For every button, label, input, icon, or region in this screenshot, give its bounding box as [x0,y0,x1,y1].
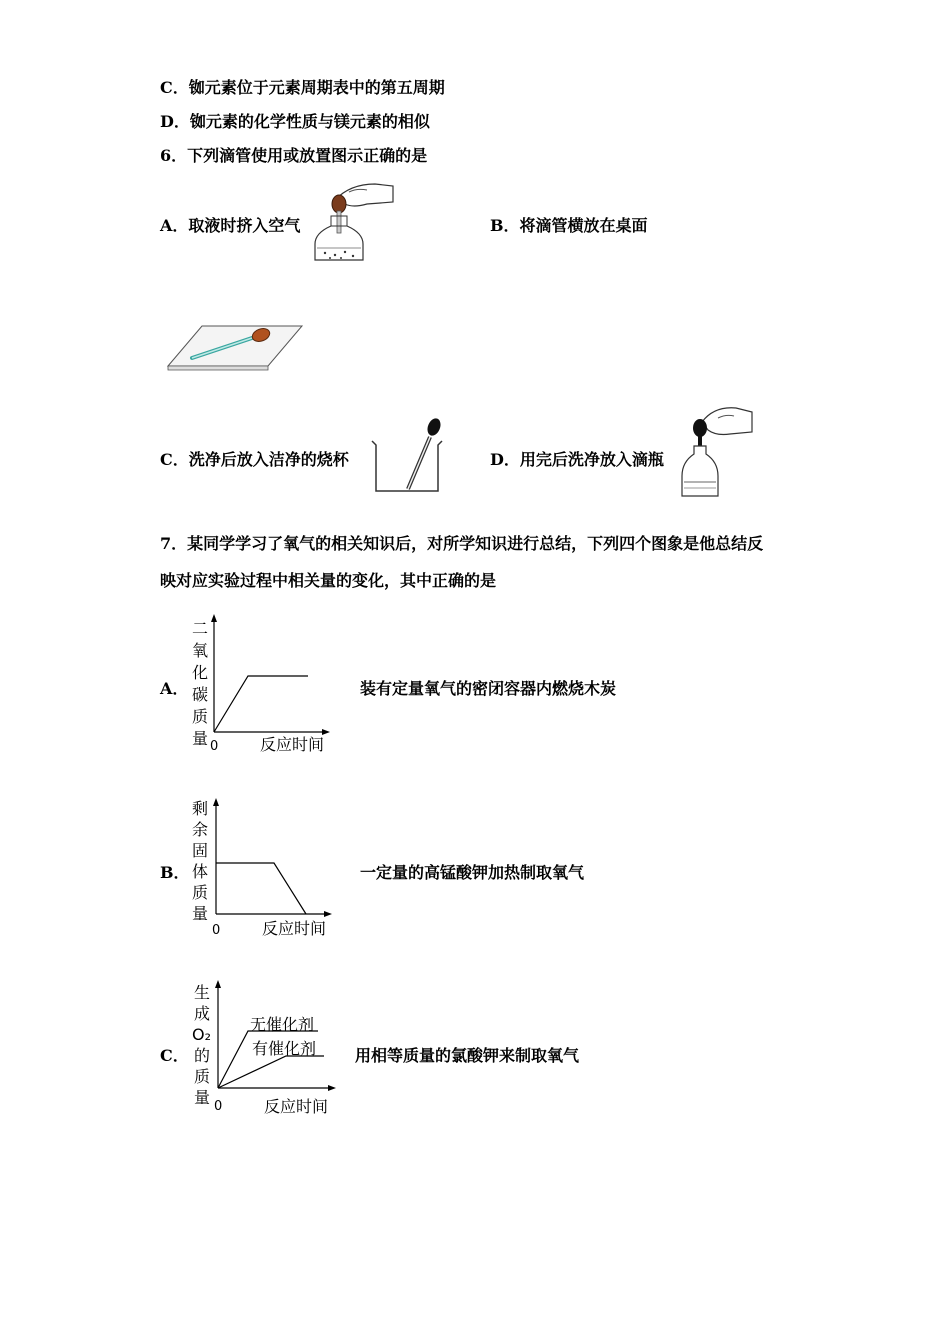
dropper-squeezing-in-bottle-illustration [305,178,395,268]
graph-c-label-with-catalyst: 有催化剂 [252,1039,317,1058]
graph-a-ylabel-3: 化 [192,663,209,682]
graph-c-y-arrow [215,980,221,988]
graph-a-y-arrow [211,614,217,622]
graph-a-co2-mass-vs-time [186,612,336,757]
graph-b-x-arrow [324,911,332,917]
graph-b-ylabel-3: 固 [192,841,209,860]
graph-c-ylabel-2: 成 [194,1004,211,1023]
graph-a-ylabel-6: 量 [192,729,209,748]
graph-c-x-arrow [328,1085,336,1091]
graph-b-xlabel: 反应时间 [262,919,327,938]
q7-option-a-letter: A． [160,679,189,698]
graph-b-y-arrow [213,798,219,806]
dropper-in-beaker-illustration [368,415,448,495]
graph-b-ylabel-4: 体 [192,862,209,881]
graph-a-ylabel-5: 质 [192,707,209,726]
graph-c-ylabel-1: 生 [194,983,211,1002]
graph-a-curve [214,676,308,732]
q7-option-a-desc: 装有定量氧气的密闭容器内燃烧木炭 [360,679,617,698]
graph-c-ylabel-5: 质 [194,1067,211,1086]
graph-c-label-no-catalyst: 无催化剂 [250,1015,315,1034]
q6-stem: 6．下列滴管使用或放置图示正确的是 [160,146,428,165]
graph-c-origin: 0 [214,1099,223,1114]
graph-b-origin: 0 [212,923,221,938]
q6-option-c: C．洗净后放入洁净的烧杯 [160,450,349,469]
dropper-in-dropping-bottle-illustration [674,404,754,500]
q7-stem-line-2: 映对应实验过程中相关量的变化，其中正确的是 [160,571,497,590]
q6-option-b: B．将滴管横放在桌面 [490,216,648,235]
graph-a-xlabel: 反应时间 [260,735,325,754]
graph-b-ylabel-1: 剩 [192,799,209,818]
graph-b-ylabel-5: 质 [192,883,209,902]
graph-a-origin: 0 [210,739,219,754]
q7-option-c-letter: C． [160,1046,189,1065]
graph-c-xlabel: 反应时间 [264,1097,329,1116]
graph-b-remaining-solid-mass-vs-time [186,794,336,940]
q7-stem-line-1: 7．某同学学习了氧气的相关知识后，对所学知识进行总结，下列四个图象是他总结反 [160,534,764,553]
graph-b-curve [216,863,306,914]
q5-option-c: C．铷元素位于元素周期表中的第五周期 [160,78,445,97]
dropper-lying-on-table-illustration [164,320,306,374]
graph-a-ylabel-4: 碳 [192,685,209,704]
graph-c-curve-with-catalyst [218,1056,324,1088]
q6-option-d: D．用完后洗净放入滴瓶 [490,450,664,469]
graph-b-ylabel-2: 余 [192,820,209,839]
graph-c-ylabel-3: O₂ [192,1025,212,1044]
graph-c-o2-mass-vs-time [186,976,341,1122]
q7-option-b-desc: 一定量的高锰酸钾加热制取氧气 [360,863,585,882]
graph-a-x-arrow [322,729,330,735]
graph-c-ylabel-4: 的 [194,1046,211,1065]
graph-a-ylabel-2: 氧 [192,641,209,660]
graph-c-ylabel-6: 量 [194,1088,211,1107]
q7-option-b-letter: B． [160,863,190,882]
graph-a-ylabel-1: 二 [192,619,209,638]
q7-option-c-desc: 用相等质量的氯酸钾来制取氧气 [355,1046,580,1065]
q6-option-a: A．取液时挤入空气 [160,216,301,235]
q5-option-d: D．铷元素的化学性质与镁元素的相似 [160,112,430,131]
graph-b-ylabel-6: 量 [192,904,209,923]
